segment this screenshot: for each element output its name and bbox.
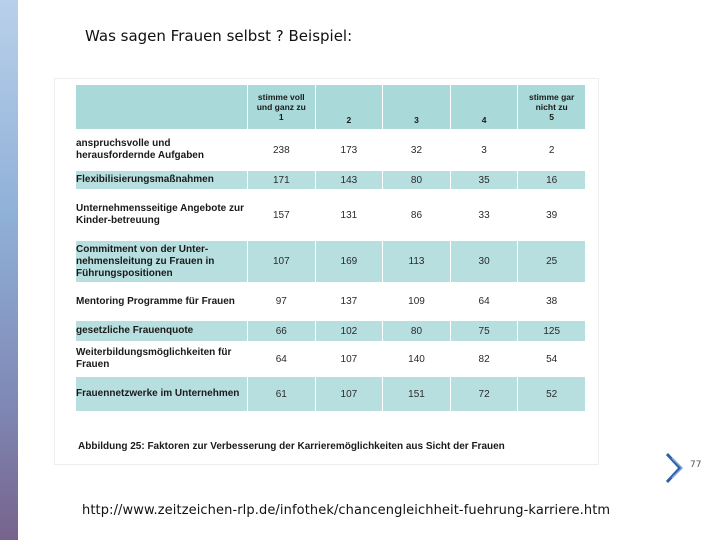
table-cell: 137 [315, 283, 383, 320]
table-cell: 80 [383, 320, 451, 342]
header-corner-cell [76, 85, 248, 131]
table-cell: 16 [518, 170, 586, 190]
table-row [76, 283, 586, 320]
table-cell: 107 [315, 376, 383, 412]
table-row [76, 170, 586, 190]
table-cell: 97 [248, 283, 316, 320]
table-cell: 86 [383, 190, 451, 240]
table-cell: 66 [248, 320, 316, 342]
table-row [76, 190, 586, 240]
table-cell: 38 [518, 283, 586, 320]
table-cell: 107 [248, 240, 316, 283]
table-cell: 64 [248, 342, 316, 376]
table-row [76, 320, 586, 342]
table-cell: 151 [383, 376, 451, 412]
row-label: Unternehmensseitige Angebote zur Kinder-betreuung [76, 190, 248, 240]
table-cell: 125 [518, 320, 586, 342]
table-cell: 107 [315, 342, 383, 376]
table-cell: 140 [383, 342, 451, 376]
table-cell: 173 [315, 130, 383, 170]
table-cell: 80 [383, 170, 451, 190]
row-label: Mentoring Programme für Frauen [76, 283, 248, 320]
table-cell: 52 [518, 376, 586, 412]
table-cell: 61 [248, 376, 316, 412]
table-cell: 131 [315, 190, 383, 240]
table-cell: 30 [450, 240, 518, 283]
figure-caption: Abbildung 25: Faktoren zur Verbesserung der Karrieremöglichkeiten aus Sicht der Frauen [78, 441, 505, 452]
table-figure [55, 79, 598, 464]
table-cell: 238 [248, 130, 316, 170]
table-cell: 171 [248, 170, 316, 190]
table-cell: 25 [518, 240, 586, 283]
table-cell: 64 [450, 283, 518, 320]
table-cell: 32 [383, 130, 451, 170]
page-number: 77 [690, 460, 702, 470]
table-row [76, 376, 586, 412]
table-cell: 72 [450, 376, 518, 412]
row-label: Frauennetzwerke im Unternehmen [76, 376, 248, 412]
header-cell-1: stimme voll und ganz zu 1 [248, 85, 316, 131]
row-label: gesetzliche Frauenquote [76, 320, 248, 342]
chevron-right-icon[interactable] [664, 452, 684, 484]
table-cell: 39 [518, 190, 586, 240]
table-cell: 143 [315, 170, 383, 190]
source-link[interactable]: http://www.zeitzeichen-rlp.de/infothek/chancengleichheit-fuehrung-karriere.htm [82, 503, 611, 518]
table-cell: 75 [450, 320, 518, 342]
table-row [76, 240, 586, 283]
table-cell: 109 [383, 283, 451, 320]
table-cell: 157 [248, 190, 316, 240]
table-cell: 33 [450, 190, 518, 240]
header-cell-5: stimme gar nicht zu 5 [518, 85, 586, 131]
header-cell-4: 4 [450, 85, 518, 131]
table-cell: 169 [315, 240, 383, 283]
table-cell: 3 [450, 130, 518, 170]
side-accent-bar [0, 0, 18, 540]
table-cell: 82 [450, 342, 518, 376]
table-header-row [76, 85, 586, 131]
row-label: Weiterbildungsmöglichkeiten für Frauen [76, 342, 248, 376]
row-label: Commitment von der Unter-nehmensleitung zu Frauen in Führungspositionen [76, 240, 248, 283]
table-row [76, 130, 586, 170]
table-cell: 35 [450, 170, 518, 190]
table-cell: 54 [518, 342, 586, 376]
table-cell: 113 [383, 240, 451, 283]
table-wrapper [75, 84, 585, 413]
table-row [76, 342, 586, 376]
row-label: Flexibilisierungsmaßnahmen [76, 170, 248, 190]
table-cell: 102 [315, 320, 383, 342]
slide-title: Was sagen Frauen selbst ? Beispiel: [85, 27, 353, 45]
header-cell-2: 2 [315, 85, 383, 131]
survey-table [75, 84, 586, 413]
header-cell-3: 3 [383, 85, 451, 131]
row-label: anspruchsvolle und herausfordernde Aufgaben [76, 130, 248, 170]
table-cell: 2 [518, 130, 586, 170]
